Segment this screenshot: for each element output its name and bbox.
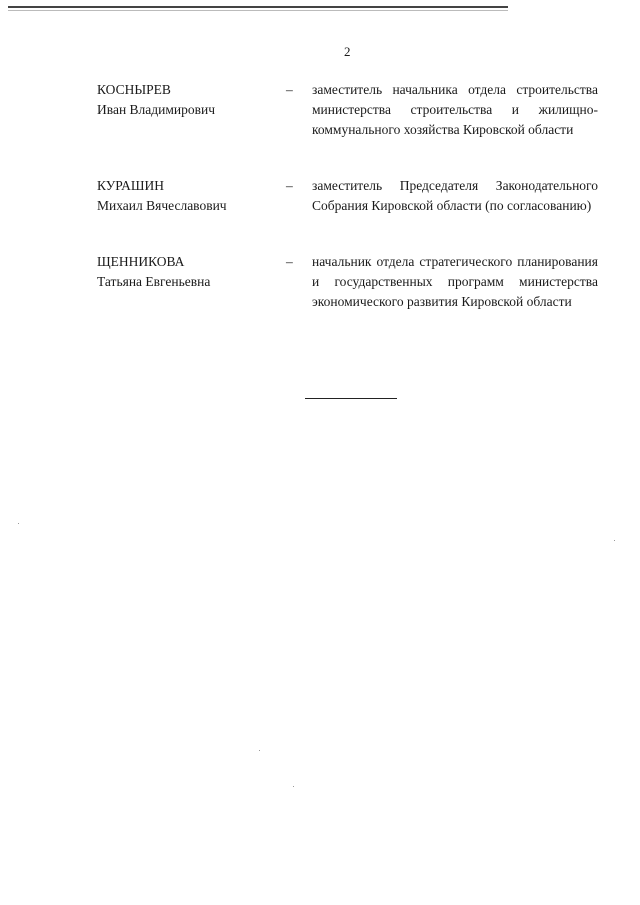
member-role: заместитель начальника отдела строительства министерства строительства и жилищно-коммунального хозяйства Кировской области: [312, 82, 598, 137]
top-border-line: [8, 6, 508, 8]
member-name: [97, 252, 277, 292]
member-dash: –: [286, 82, 293, 97]
member-given-name: Михаил Вячеславович: [97, 198, 227, 213]
member-name: [97, 176, 277, 216]
page-number: 2: [344, 44, 351, 59]
member-name: [97, 80, 277, 120]
scan-speck: [18, 523, 19, 524]
member-dash: –: [286, 178, 293, 193]
scan-speck: [293, 786, 294, 787]
member-surname: ЩЕННИКОВА: [97, 254, 185, 269]
member-role: заместитель Председателя Законодательного Собрания Кировской области (по согласованию): [312, 178, 598, 213]
member-surname: КОСНЫРЕВ: [97, 82, 171, 97]
member-given-name: Татьяна Евгеньевна: [97, 274, 211, 289]
member-surname: КУРАШИН: [97, 178, 164, 193]
closing-rule: [305, 398, 397, 399]
scan-speck: [259, 750, 260, 751]
member-dash: –: [286, 254, 293, 269]
top-border-shadow-line: [8, 10, 508, 11]
scan-speck: [614, 540, 615, 541]
member-given-name: Иван Владимирович: [97, 102, 216, 117]
member-role: начальник отдела стратегического планирования и государственных программ министерства экономического развития Кировской области: [312, 254, 598, 309]
